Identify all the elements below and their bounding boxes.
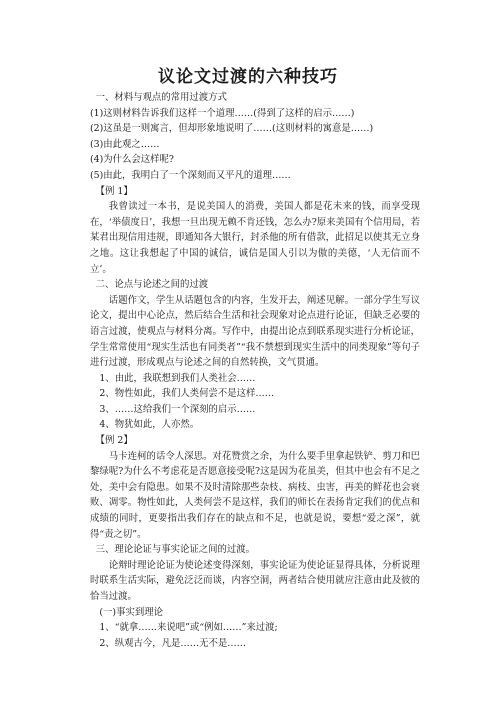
section-heading: 三、理论论证与事实论证之间的过渡。	[95, 544, 256, 556]
example-paragraph: 马卡连柯的话令人深思。对花赞赏之余，为什么要手里拿起铁铲、剪刀和巴黎绿呢?为什么不考虑花是否愿意接受呢?这是因为花虽美，但其中也会有不足之处，美中会有隐患。如果不及时清除那些杂枝、病枝、虫害，再美的鲜花也会衰败、凋零。物性如此，人类何尝不是这样，我们的师长在表扬肯定我们的优点和成绩的同时，更要指出我们存在的缺点和不足，也就是说，要想“爱之深”，就得“责之切”。	[90, 450, 420, 540]
example-label: 【例 1】	[95, 185, 133, 197]
list-item: 2、纵观古今，凡是……无不是……	[99, 637, 246, 649]
list-item: 3、……这给我们一个深刻的启示……	[99, 403, 256, 415]
list-item: 1、“就拿……来说吧”或“例如……”来过渡;	[99, 622, 278, 634]
list-item: 2、物性如此，我们人类何尝不是这样……	[99, 388, 275, 400]
list-item: (4)为什么会这样呢?	[90, 154, 174, 166]
section-heading: 一、材料与观点的常用过渡方式	[95, 92, 227, 103]
example-label: 【例 2】	[95, 435, 133, 447]
list-item: 4、物犹如此，人亦然。	[99, 419, 200, 431]
document-title: 议论文过渡的六种技巧	[158, 67, 338, 87]
list-item: (2)这虽是一则寓言，但却形象地说明了……(这则材料的寓意是……)	[90, 123, 374, 135]
example-paragraph: 我曾读过一本书，是说美国人的消费，美国人都是花未来的钱，而享受现在，‘举债度日’，我想一旦出现无赖不肯还钱，怎么办?原来美国有个信用局，若某君出现信用违规，即通知各大银行，封杀他的所有借款，此招足以使其无立身之地。这让我想起了中国的诚信，诚信是国人引以为傲的美德，‘人无信而不立’。	[90, 201, 420, 275]
list-item: (3)由此观之……	[90, 138, 160, 150]
document-body	[90, 90, 420, 651]
list-item: (1)这则材料告诉我们这样一个道理……(得到了这样的启示……)	[90, 107, 355, 119]
subsection-heading: (一)事实到理论	[99, 606, 163, 618]
section-heading: 二、论点与论述之间的过渡	[95, 279, 209, 291]
body-paragraph: 话题作文，学生从话题包含的内容，生发开去，阐述见解。一部分学生写议论文，提出中心论点，然后结合生活和社会现象对论点进行论证，但缺乏必要的语言过渡，使观点与材料分离。写作中，由提出论点到联系现实进行分析论证，学生常常使用“现实生活也有同类者”“我不禁想到现实生活中的同类现象”等句子进行过渡，形成观点与论述之间的自然转换，文气贯通。	[90, 294, 420, 369]
body-paragraph: 论辩时理论论证为使论述变得深刻，事实论证为使论证显得具体，分析说理时联系生活实际，避免泛泛而谈，内容空洞，两者结合使用就应注意由此及彼的恰当过渡。	[90, 559, 420, 602]
list-item: 1、由此，我联想到我们人类社会……	[99, 372, 256, 384]
list-item: (5)由此，我明白了一个深刻而又平凡的道理……	[90, 169, 291, 181]
